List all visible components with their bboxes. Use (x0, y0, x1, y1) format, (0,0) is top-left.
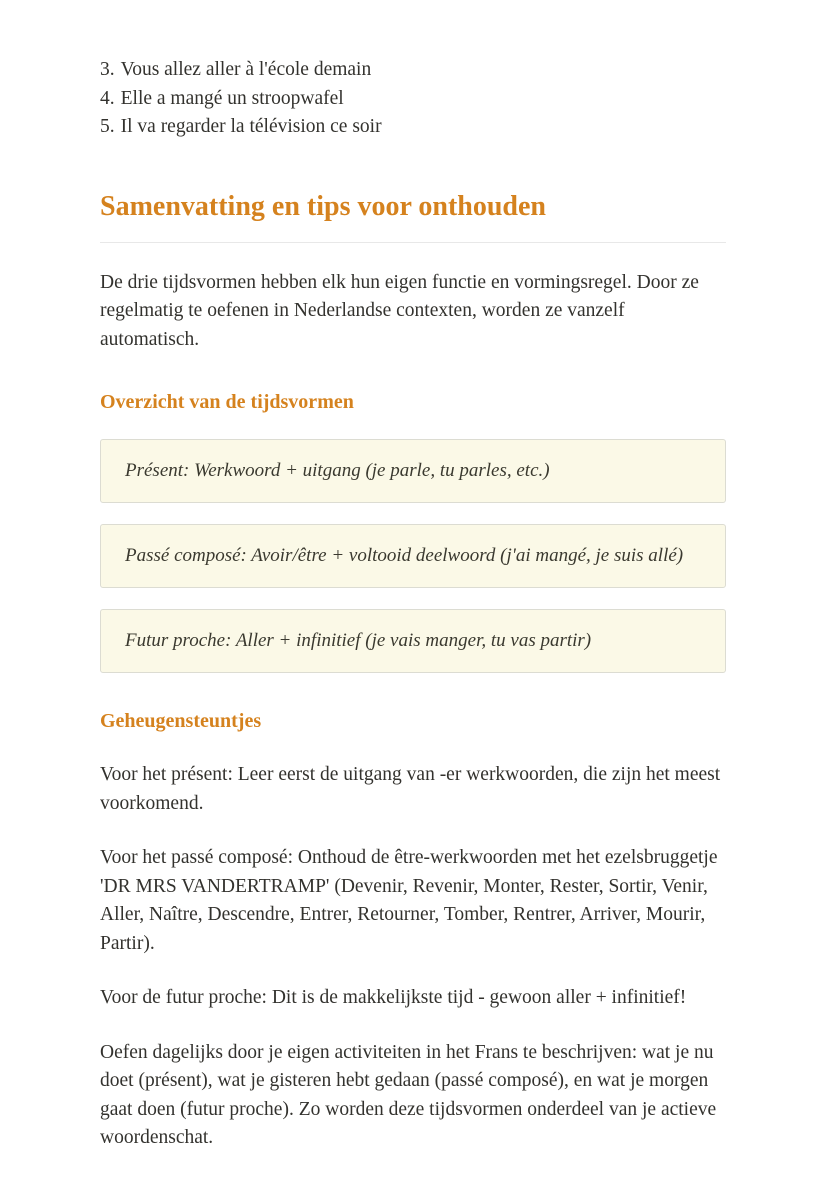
list-item-number: 3. (100, 59, 115, 80)
subheading-mnemonics: Geheugensteuntjes (100, 710, 262, 732)
section-heading: Samenvatting en tips voor onthouden (100, 189, 726, 243)
practice-tip-paragraph: Oefen dagelijks door je eigen activiteiten in het Frans te beschrijven: wat je nu doet (présent), wat je gisteren hebt gedaan (passé composé), en wat je morgen gaat doen (futur proche). Zo worden deze tijdsvormen onderdeel van je actieve woordenschat. (100, 1041, 717, 1148)
list-item-text: Elle a mangé un stroopwafel (120, 87, 344, 109)
intro-paragraph: De drie tijdsvormen hebben elk hun eigen functie en vormingsregel. Door ze regelmatig te oefenen in Nederlandse contexten, worden ze vanzelf automatisch. (100, 271, 699, 350)
exercise-list (100, 56, 726, 142)
list-item-text: Il va regarder la télévision ce soir (120, 116, 382, 137)
list-item-number: 4. (100, 87, 115, 109)
mnemonic-paragraph-present: Voor het présent: Leer eerst de uitgang van -er werkwoorden, die zijn het meest voorkomend. (100, 764, 721, 814)
list-item (100, 113, 726, 142)
subheading-overview: Overzicht van de tijdsvormen (100, 391, 354, 413)
list-item-number: 5. (100, 116, 115, 137)
list-item (100, 85, 726, 114)
formula-box-present: Présent: Werkwoord + uitgang (je parle, tu parles, etc.) (100, 439, 726, 503)
formula-box-passe-compose: Passé composé: Avoir/être + voltooid deelwoord (j'ai mangé, je suis allé) (100, 524, 726, 588)
mnemonic-paragraph-passe-compose: Voor het passé composé: Onthoud de être-werkwoorden met het ezelsbruggetje 'DR MRS VANDERTRAMP' (Devenir, Revenir, Monter, Rester, Sortir, Venir, Aller, Naître, Descendre, Entrer, Retourner, Tomber, Rentrer, Arriver, Mourir, Partir). (100, 847, 718, 954)
list-item (100, 56, 726, 85)
list-item-text: Vous allez aller à l'école demain (120, 59, 372, 80)
mnemonic-paragraph-futur-proche: Voor de futur proche: Dit is de makkelijkste tijd - gewoon aller + infinitief! (100, 987, 687, 1008)
formula-box-futur-proche: Futur proche: Aller + infinitief (je vais manger, tu vas partir) (100, 609, 726, 673)
